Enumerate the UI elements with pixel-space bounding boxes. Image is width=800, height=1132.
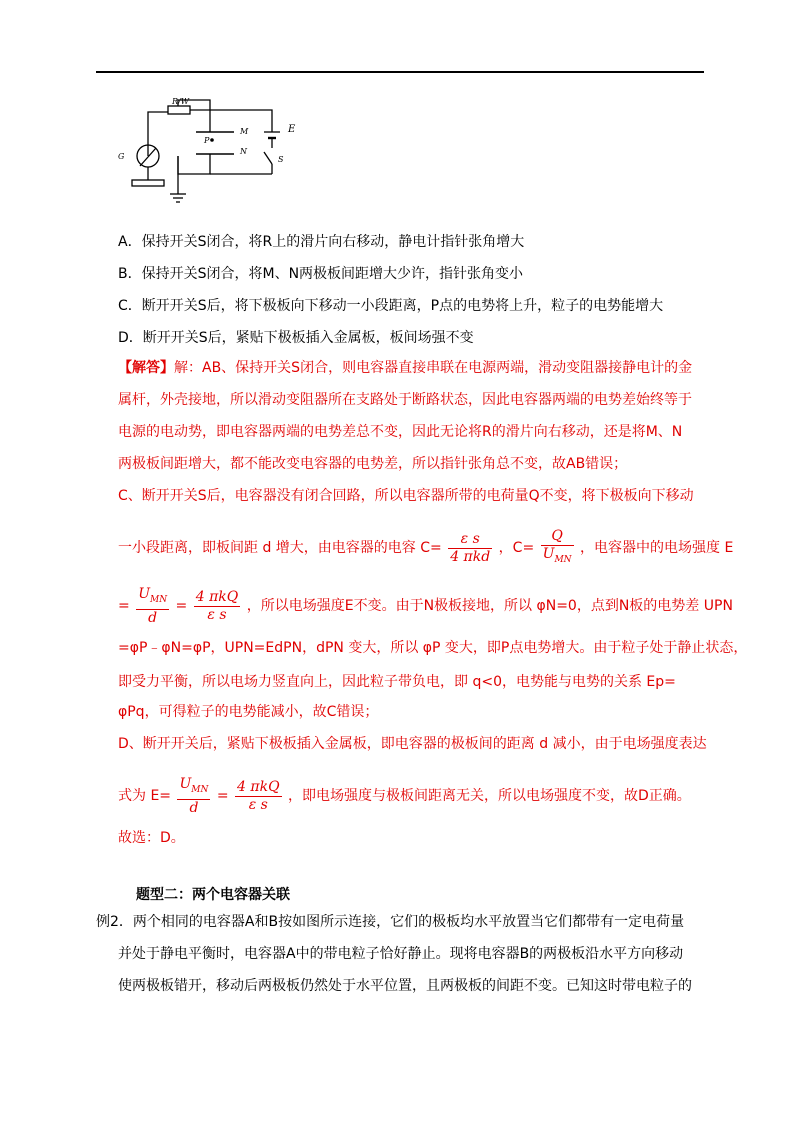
answer-line-7 xyxy=(118,586,733,627)
example-line-3: 使两极板错开，移动后两极板仍然处于水平位置，且两极板的间距不变。已知这时带电粒子的 xyxy=(118,978,692,994)
text-12b: ，即电场强度与极板间距离无关，所以电场强度不变，故D正确。 xyxy=(288,788,691,805)
answer-line-3: 电源的电动势，即电容器两端的电势差总不变，因此无论将R的滑片向右移动，还是将M、N xyxy=(118,424,683,440)
label-s: S xyxy=(278,155,284,164)
section-heading: 题型二：两个电容器关联 xyxy=(136,887,290,903)
fraction-field xyxy=(194,589,241,624)
frac6-den: ε s xyxy=(248,796,268,813)
frac2-den-sub: MN xyxy=(554,554,572,565)
frac2-den-main: U xyxy=(542,546,555,562)
point-p-icon xyxy=(210,138,214,142)
text-7a: = xyxy=(118,598,130,615)
resistor-icon xyxy=(168,106,190,114)
label-n: N xyxy=(240,147,247,156)
answer-bracket: 【解答】 xyxy=(118,360,174,376)
text-6c: ，电容器中的电场强度 E xyxy=(580,540,734,557)
option-c: C．断开开关S后，将下极板向下移动一小段距离，P点的电势将上升，粒子的电势能增大 xyxy=(118,298,664,314)
frac1-den: 4 πkd xyxy=(450,548,491,565)
answer-text-1: 解：AB、保持开关S闭合，则电容器直接串联在电源两端，滑动变阻器接静电计的金 xyxy=(174,360,693,376)
answer-line-6 xyxy=(118,528,733,569)
answer-line-1 xyxy=(118,358,692,378)
answer-line-9: 即受力平衡，所以电场力竖直向上，因此粒子带负电，即 q<0，电势能与电势的关系 Ep= xyxy=(118,674,676,690)
frac5-num-sub: MN xyxy=(191,784,209,795)
answer-line-2: 属杆，外壳接地，所以滑动变阻器所在支路处于断路状态，因此电容器两端的电势差始终等于 xyxy=(118,392,692,408)
answer-line-13: 故选：D。 xyxy=(118,830,185,846)
frac2-den xyxy=(541,546,574,569)
answer-line-10: φPq，可得粒子的电势能减小，故C错误； xyxy=(118,704,379,720)
text-7eq: = xyxy=(175,598,188,615)
label-e: E xyxy=(288,124,296,135)
answer-line-11: D、断开开关后，紧贴下极板插入金属板，即电容器的极板间的距离 d 减小，由于电场强度表达 xyxy=(118,736,707,752)
frac3-den: d xyxy=(148,609,158,626)
frac3-num-main: U xyxy=(138,586,150,602)
frac2-num: Q xyxy=(541,528,574,546)
frac5-num xyxy=(177,776,210,800)
frac3-num xyxy=(136,586,169,610)
answer-line-4: 两极板间距增大，都不能改变电容器的电势差，所以指针张角总不变，故AB错误； xyxy=(118,456,628,472)
frac4-den: ε s xyxy=(207,606,227,623)
frac5-num-main: U xyxy=(179,776,192,792)
label-p: P xyxy=(204,136,210,145)
frac3-num-sub: MN xyxy=(150,594,168,605)
text-6a: 一小段距离，即板间距 d 增大，由电容器的电容 C= xyxy=(118,540,442,557)
fraction-u-over-d xyxy=(136,586,169,627)
fraction-q-over-u xyxy=(541,528,574,569)
answer-line-5: C、断开开关S后，电容器没有闭合回路，所以电容器所带的电荷量Q不变，将下极板向下移动 xyxy=(118,488,694,504)
option-b: B．保持开关S闭合，将M、N两极板间距增大少许，指针张角变小 xyxy=(118,266,524,282)
label-rw: R/W xyxy=(172,97,189,106)
text-12eq: = xyxy=(216,788,229,805)
fraction-u-over-d-2 xyxy=(177,776,210,817)
label-m: M xyxy=(240,127,249,136)
text-12a: 式为 E= xyxy=(118,788,172,805)
label-g: G xyxy=(118,152,125,161)
example-line-2: 并处于静电平衡时，电容器A中的带电粒子恰好静止。现将电容器B的两极板沿水平方向移动 xyxy=(118,946,684,962)
option-a: A．保持开关S闭合，将R上的滑片向右移动，静电计指针张角增大 xyxy=(118,234,525,250)
frac4-num: 4 πkQ xyxy=(195,588,239,605)
answer-line-8: =φP﹣φN=φP，UPN=EdPN，dPN 变大，所以 φP 变大，即P点电势增大。由于粒子处于静止状态， xyxy=(118,640,748,656)
option-d: D．断开开关S后，紧贴下极板插入金属板，板间场强不变 xyxy=(118,330,474,346)
text-7b: ，所以电场强度E不变。由于N极板接地，所以 φN=0，点到N板的电势差 UPN xyxy=(246,598,733,615)
text-6b: ，C= xyxy=(498,540,535,557)
frac5-den: d xyxy=(189,799,199,816)
answer-line-12 xyxy=(118,776,691,817)
fraction-capacitance xyxy=(448,531,492,566)
fraction-field-2 xyxy=(235,779,282,814)
frac6-num: 4 πkQ xyxy=(237,778,280,795)
frac1-num: ε s xyxy=(448,531,492,549)
example-line-1: 例2．两个相同的电容器A和B按如图所示连接，它们的极板均水平放置当它们都带有一定电荷量 xyxy=(96,914,685,930)
header-rule xyxy=(96,71,704,73)
circuit-diagram xyxy=(112,96,312,216)
